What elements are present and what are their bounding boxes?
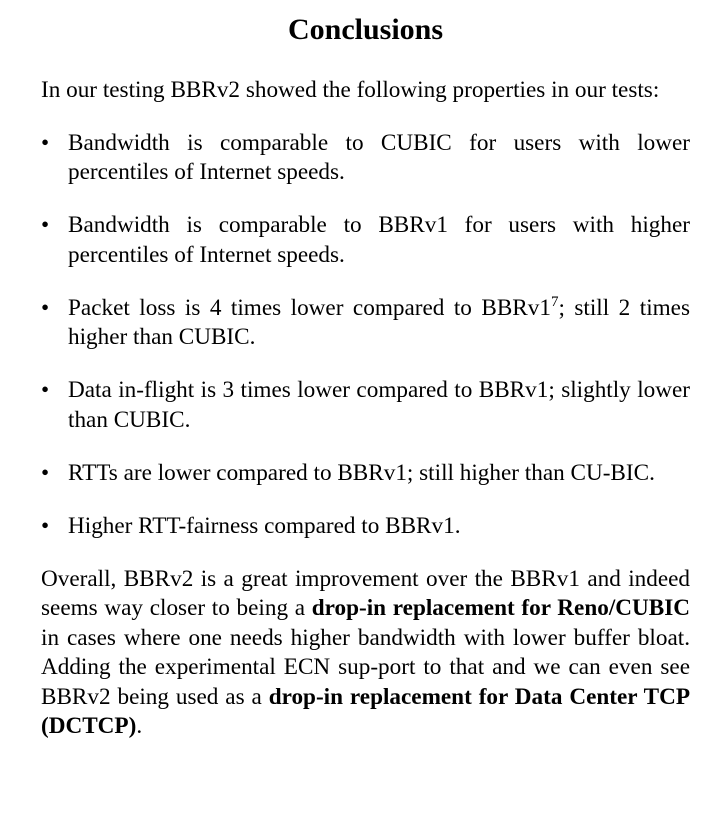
list-item <box>41 211 690 270</box>
list-item <box>41 512 690 542</box>
list-item-text-pre: Packet loss is 4 times lower compared to BBRv1 <box>68 294 551 321</box>
list-item-text-post: ; still 2 times higher than CUBIC. <box>68 294 690 350</box>
section-title: Conclusions <box>287 13 444 46</box>
bullet-icon: • <box>41 212 50 238</box>
list-item <box>41 129 690 188</box>
bullet-icon: • <box>41 377 50 403</box>
conclusion-emphasis-dctcp: drop-in replacement for Data Center TCP (DCTCP) <box>41 683 690 739</box>
bullet-icon: • <box>41 294 50 321</box>
list-item-text: Higher RTT-fairness compared to BBRv1. <box>68 512 461 539</box>
bullet-icon: • <box>41 512 50 539</box>
intro-paragraph: In our testing BBRv2 showed the following properties in our tests: <box>41 77 660 103</box>
list-item <box>41 294 690 353</box>
list-item-text: RTTs are lower compared to BBRv1; still higher than CU-BIC. <box>68 459 655 486</box>
conclusion-emphasis-reno-cubic: drop-in replacement for Reno/CUBIC <box>311 595 690 621</box>
properties-list <box>41 129 690 542</box>
list-item <box>41 459 690 489</box>
conclusion-text-2: in cases where one needs higher bandwidth with lower buffer bloat. Adding the experimental ECN sup-port to that and we can even see BBRv2 being used as a <box>41 624 690 710</box>
conclusion-text-1: Overall, BBRv2 is a great improvement over the BBRv1 and indeed seems way closer to being a <box>41 565 690 621</box>
list-item-text: Bandwidth is comparable to CUBIC for users with lower percentiles of Internet speeds. <box>68 129 690 185</box>
conclusion-text-3: . <box>136 713 143 739</box>
list-item <box>41 376 690 435</box>
list-item-text: Bandwidth is comparable to BBRv1 for users with higher percentiles of Internet speeds. <box>68 212 690 268</box>
footnote-marker: 7 <box>550 293 559 310</box>
bullet-icon: • <box>41 129 50 156</box>
list-item-text: Data in-flight is 3 times lower compared to BBRv1; slightly lower than CUBIC. <box>68 377 690 433</box>
bullet-icon: • <box>41 459 50 486</box>
conclusion-paragraph <box>41 565 690 742</box>
